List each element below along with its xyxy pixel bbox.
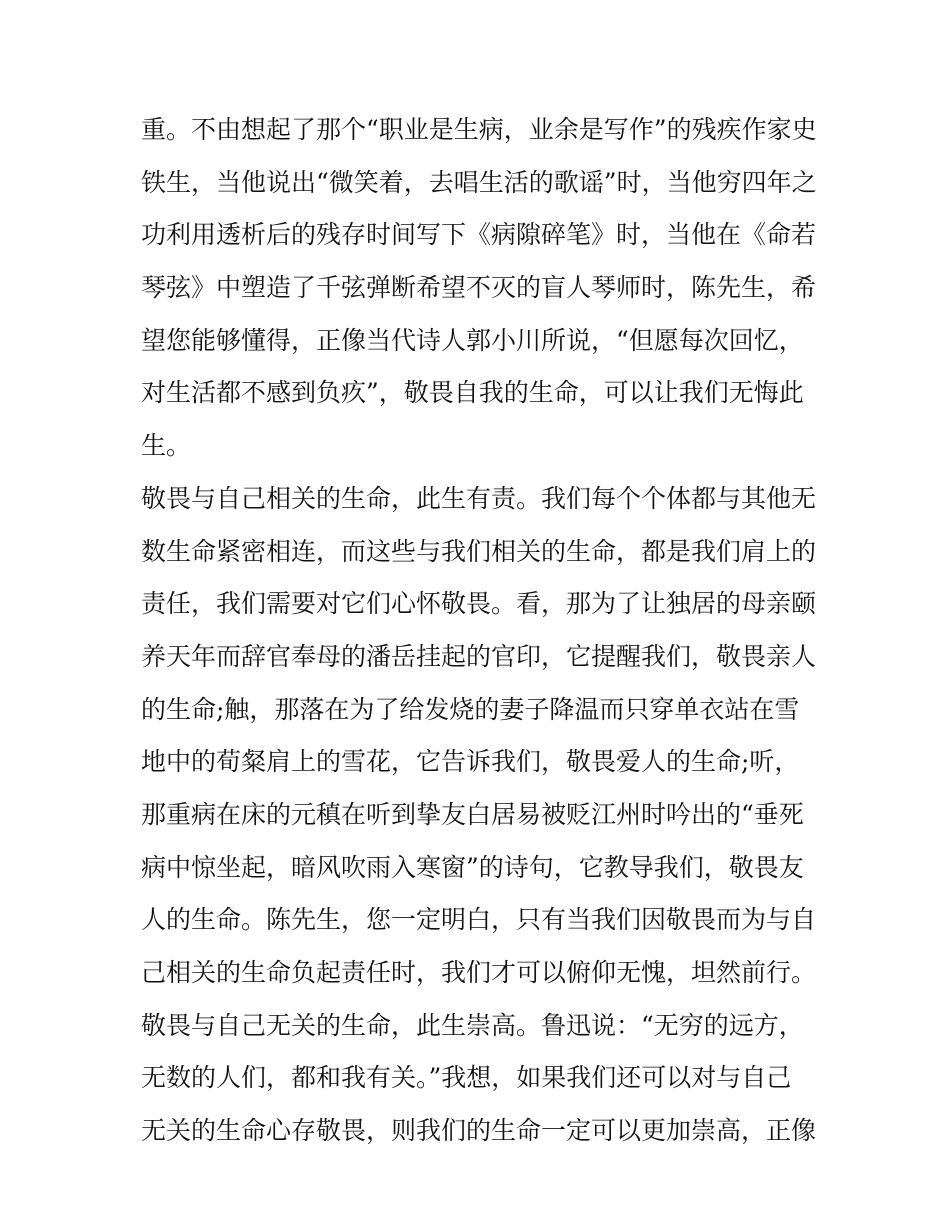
text-line: 无数的人们，都和我有关。”我想，如果我们还可以对与自己	[141, 1063, 792, 1093]
text-line: 养天年而辞官奉母的潘岳挂起的官印，它提醒我们，敬畏亲人	[141, 641, 817, 671]
text-line: 的生命;触，那落在为了给发烧的妻子降温而只穿单衣站在雪	[141, 694, 800, 724]
text-line: 功利用透析后的残存时间写下《病隙碎笔》时，当他在《命若	[141, 220, 817, 250]
text-line: 铁生，当他说出“微笑着，去唱生活的歌谣”时，当他穷四年之	[141, 167, 817, 197]
text-line: 己相关的生命负起责任时，我们才可以俯仰无愧，坦然前行。	[141, 958, 817, 987]
body-text	[141, 110, 821, 1164]
text-line: 地中的荀粲肩上的雪花，它告诉我们，敬畏爱人的生命;听，	[141, 747, 800, 777]
text-line: 望您能够懂得，正像当代诗人郭小川所说，“但愿每次回忆，	[141, 325, 804, 355]
text-line: 对生活都不感到负疚”，敬畏自我的生命，可以让我们无悔此	[141, 378, 804, 408]
text-line: 人的生命。陈先生，您一定明白，只有当我们因敬畏而为与自	[141, 905, 817, 935]
text-line: 责任，我们需要对它们心怀敬畏。看，那为了让独居的母亲颐	[141, 589, 817, 619]
text-line: 无关的生命心存敬畏，则我们的生命一定可以更加崇高，正像	[141, 1116, 817, 1146]
text-line: 敬畏与自己相关的生命，此生有责。我们每个个体都与其他无	[141, 483, 817, 513]
text-line: 琴弦》中塑造了千弦弹断希望不灭的盲人琴师时，陈先生，希	[141, 273, 817, 303]
text-line: 那重病在床的元稹在听到挚友白居易被贬江州时吟出的“垂死	[141, 799, 804, 829]
text-line: 病中惊坐起，暗风吹雨入寒窗”的诗句，它教导我们，敬畏友	[141, 852, 804, 882]
text-line: 重。不由想起了那个“职业是生病，业余是写作”的残疾作家史	[141, 115, 817, 144]
text-line: 数生命紧密相连，而这些与我们相关的生命，都是我们肩上的	[141, 536, 817, 566]
text-line: 生。	[141, 431, 192, 461]
text-line: 敬畏与自己无关的生命，此生崇高。鲁迅说：“无穷的远方，	[141, 1010, 804, 1040]
